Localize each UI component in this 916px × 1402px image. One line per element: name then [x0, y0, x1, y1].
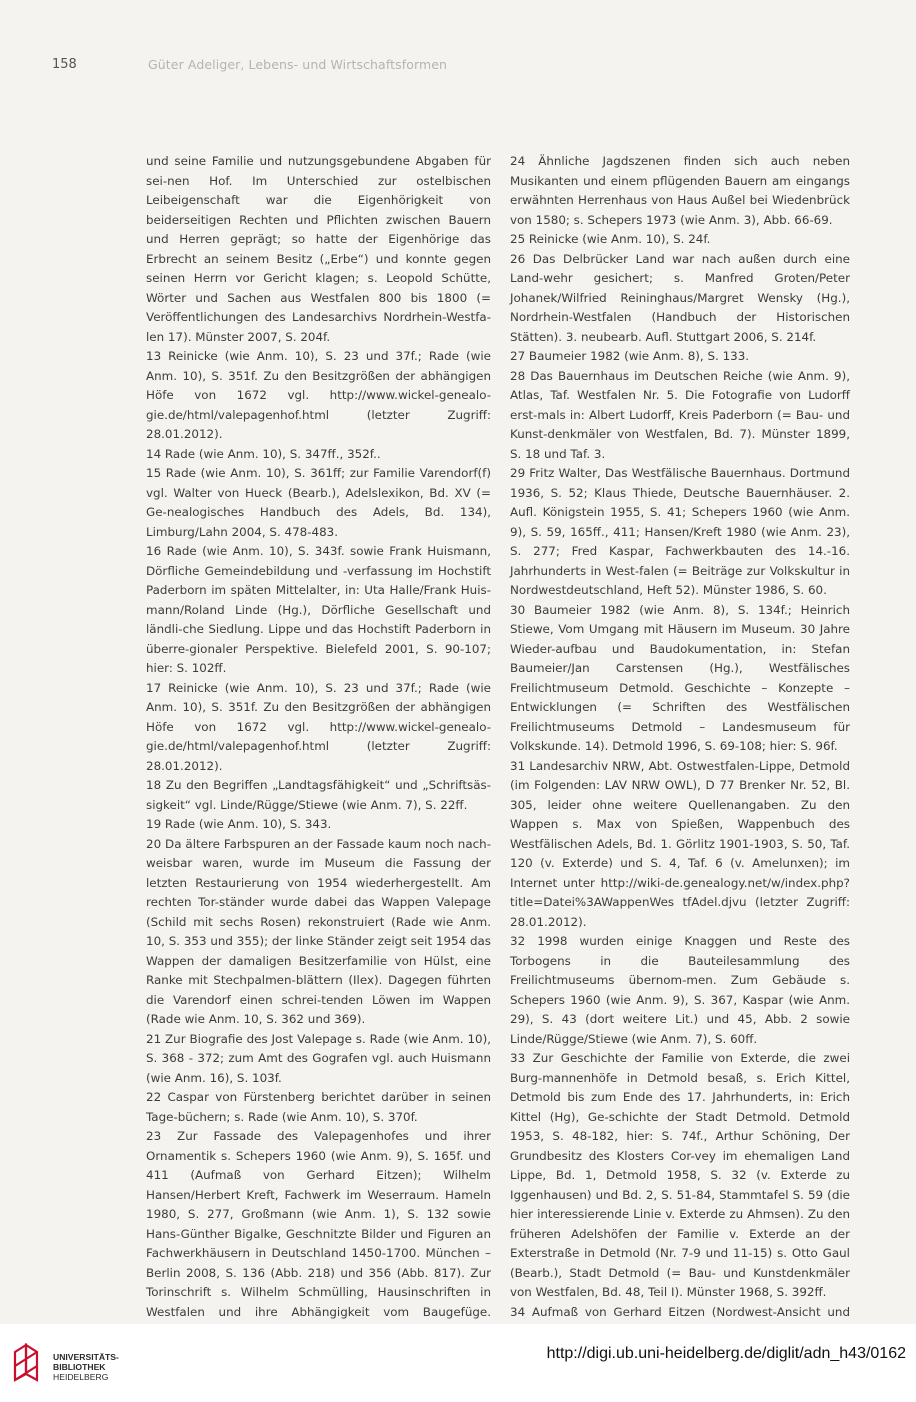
footnote-26: 26 Das Delbrücker Land war nach außen durch eine Land-wehr gesichert; s. Manfred Groten/Peter Johanek/Wilfried Reininghaus/Margret Wensky (Hg.), Nordrhein-Westfalen (Handbuch der Historischen Stätten). 3. neubearb. Aufl. Stuttgart 2006, S. 214f. [510, 251, 850, 344]
footnote-24: 24 Ähnliche Jagdszenen finden sich auch neben Musikanten und einem pflügenden Bauern am eingangs erwähnten Herrenhaus von Haus Außel bei Wiedenbrück von 1580; s. Schepers 1973 (wie Anm. 3), Abb. 66-69. [510, 154, 850, 227]
footnote-20: 20 Da ältere Farbspuren an der Fassade kaum noch nach-weisbar waren, wurde im Museum die Fassung der letzten Restaurierung von 1954 wiederhergestellt. Am rechten Tor-ständer wurde dabei das Wappen Valepage (Schild mit sechs Rosen) rekonstruiert (Rade wie Anm. 10, S. 353 und 355); der linke Ständer zeigt seit 1954 das Wappen der damaligen Besitzerfamilie von Hülst, eine Ranke mit Stechpalmen-blättern (Ilex). Dagegen führten die Varendorf einen schrei-tenden Löwen im Wappen (Rade wie Anm. 10, S. 362 und 369). [146, 836, 491, 1026]
footnote-17: 17 Reinicke (wie Anm. 10), S. 23 und 37f.; Rade (wie Anm. 10), S. 351f. Zu den Besitzgrößen der abhängigen Höfe von 1672 vgl. http://www.wickel-genealo-gie.de/html/valepagenhof.html (letzter Zugriff: 28.01.2012). [146, 680, 491, 773]
running-head: Güter Adeliger, Lebens- und Wirtschaftsformen [148, 57, 448, 72]
library-name-line-3: HEIDELBERG [53, 1372, 109, 1382]
footnote-13: 13 Reinicke (wie Anm. 10), S. 23 und 37f.; Rade (wie Anm. 10), S. 351f. Zu den Besitzgrößen der abhängigen Höfe von 1672 vgl. http://www.wickel-genealo-gie.de/html/valepagenhof.html (letzter Zugriff: 28.01.2012). [146, 349, 491, 441]
footnote-34: 34 Aufmaß von Gerhard Eitzen (Nordwest-Ansicht und [510, 1304, 850, 1319]
footnote-33: 33 Zur Geschichte der Familie von Exterde, die zwei Burg-mannenhöfe in Detmold besaß, s. Erich Kittel, Detmold bis zum Ende des 17. Jahrhunderts, in: Erich Kittel (Hg), Ge-schichte der Stadt Detmold. Detmold 1953, S. 48-182, hier: S. 74f., Arthur Schöning, Der Grundbesitz des Klosters Cor-vey im ehemaligen Land Lippe, Bd. 1, Detmold 1958, S. 32 (v. Exterde zu Iggenhausen) und Bd. 2, S. 51-84, Stammtafel S. 59 (die hier interessierende Linie v. Exterde zu Ahmsen). Zu den früheren Adelshöfen der Familie v. Exterde an der Exterstraße in Detmold (Nr. 7-9 und 11-15) s. Otto Gaul (Bearb.), Stadt Detmold (= Bau- und Kunstdenkmäler von Westfalen, Bd. 48, Teil I). Münster 1968, S. 392ff. [510, 1051, 850, 1299]
footnote-27: 27 Baumeier 1982 (wie Anm. 8), S. 133. [510, 349, 750, 363]
footnote-25: 25 Reinicke (wie Anm. 10), S. 24f. [510, 232, 711, 246]
page-number: 158 [52, 57, 77, 72]
footer-bar [0, 1324, 916, 1402]
footnote-29: 29 Fritz Walter, Das Westfälische Bauernhaus. Dortmund 1936, S. 52; Klaus Thiede, Deutsche Bauernhäuser. 2. Aufl. Königstein 1955, S. 41; Schepers 1960 (wie Anm. 9), S. 59, 165ff., 411; Hansen/Kreft 1980 (wie Anm. 23), S. 277; Fred Kaspar, Fachwerkbauten des 14.-16. Jahrhunderts in West-falen (= Beiträge zur Volkskultur in Nordwestdeutschland, Heft 52). Münster 1986, S. 60. [510, 466, 850, 597]
footnote-30: 30 Baumeier 1982 (wie Anm. 8), S. 134f.; Heinrich Stiewe, Vom Umgang mit Häusern im Museum. 30 Jahre Wieder-aufbau und Baudokumentation, in: Stefan Baumeier/Jan Carstensen (Hg.), Westfälisches Freilichtmuseum Detmold. Geschichte – Konzepte – Entwicklungen (= Schriften des Westfälischen Freilichtmuseums Detmold – Landesmuseum für Volkskunde. 14). Detmold 1996, S. 69-108; hier: S. 96f. [510, 602, 850, 753]
footnote-18: 18 Zu den Begriffen „Landtagsfähigkeit“ und „Schriftsäs-sigkeit“ vgl. Linde/Rügge/Stiewe (wie Anm. 7), S. 22ff. [146, 778, 491, 812]
footnote-28: 28 Das Bauernhaus im Deutschen Reiche (wie Anm. 9), Atlas, Taf. Westfalen Nr. 5. Die Fotografie von Ludorff erst-mals in: Albert Ludorff, Kreis Paderborn (= Bau- und Kunst-denkmäler von Westfalen, Bd. 7). Münster 1899, S. 18 und Taf. 3. [510, 368, 850, 461]
source-url[interactable]: http://digi.ub.uni-heidelberg.de/diglit/adn_h43/0162 [546, 1345, 906, 1362]
footnote-19: 19 Rade (wie Anm. 10), S. 343. [146, 817, 332, 831]
footnote-text: und seine Familie und nutzungsgebundene Abgaben für sei-nen Hof. Im Unterschied zur ostelbischen Leibeigenschaft war die Eigenhörigkeit von beiderseitigen Rechten und Pflichten zwischen Bauern und Herren geprägt; so hatte der Eigenhörige das Erbrecht an seinem Besitz („Erbe“) und konnte gegen seinen Herrn vor Gericht klagen; s. Leopold Schütte, Wörter und Sachen aus Westfalen 800 bis 1800 (= Veröffentlichungen des Landesarchivs Nordrhein-Westfa-len 17). Münster 2007, S. 204f. [146, 154, 491, 344]
footnote-21: 21 Zur Biografie des Jost Valepage s. Rade (wie Anm. 10), S. 368 - 372; zum Amt des Gografen vgl. auch Huismann (wie Anm. 16), S. 103f. [146, 1031, 491, 1085]
footnote-23: 23 Zur Fassade des Valepagenhofes und ihrer Ornamentik s. Schepers 1960 (wie Anm. 9), S. 165f. und 411 (Aufmaß von Gerhard Eitzen); Wilhelm Hansen/Herbert Kreft, Fachwerk im Weserraum. Hameln 1980, S. 277, Großmann (wie Anm. 1), S. 132 sowie Hans-Günther Bigalke, Geschnitzte Bilder und Figuren an Fachwerkhäusern in Deutschland 1450-1700. München – Berlin 2008, S. 136 (Abb. 218) und 356 (Abb. 817). Zur Torinschrift s. Wilhelm Schmülling, Hausinschriften in Westfalen und ihre Abhängigkeit vom Baugefüge. [146, 1129, 491, 1319]
footnote-31: 31 Landesarchiv NRW, Abt. Ostwestfalen-Lippe, Detmold (im Folgenden: LAV NRW OWL), D 77 Brenker Nr. 52, Bl. 305, leider ohne weitere Quellenangaben. Zu den Wappen s. Max von Spießen, Wappenbuch des Westfälischen Adels, Bd. 1. Görlitz 1901-1903, S. 50, Taf. 120 (v. Exterde) und S. 4, Taf. 6 (v. Amelunxen); im Internet unter http://wiki-de.genealogy.net/w/index.php?title=Datei%3AWappenWes tfAdel.djvu (letzter Zugriff: 28.01.2012). [510, 758, 850, 929]
library-name-line-1: UNIVERSITÄTS- [53, 1352, 119, 1362]
footnote-22: 22 Caspar von Fürstenberg berichtet darüber in seinen Tage-büchern; s. Rade (wie Anm. 10), S. 370f. [146, 1090, 491, 1124]
footnote-32: 32 1998 wurden einige Knaggen und Reste des Torbogens in die Bauteilesammlung des Freilichtmuseums übernom-men. Zum Gebäude s. Schepers 1960 (wie Anm. 9), S. 367, Kaspar (wie Anm. 29), S. 43 (dort weitere Lit.) und 45, Abb. 2 sowie Linde/Rügge/Stiewe (wie Anm. 7), S. 60ff. [510, 934, 850, 1046]
footnotes-left-column [146, 152, 491, 1342]
library-name-line-2: BIBLIOTHEK [53, 1362, 106, 1372]
footnotes-right-column [510, 152, 850, 1361]
footnote-16: 16 Rade (wie Anm. 10), S. 343f. sowie Frank Huismann, Dörfliche Gemeindebildung und -verfassung im Hochstift Paderborn im späten Mittelalter, in: Uta Halle/Frank Huis-mann/Roland Linde (Hg.), Dörfliche Gesellschaft und ländli-che Siedlung. Lippe und das Hochstift Paderborn in überre-gionaler Perspektive. Bielefeld 2001, S. 90-107; hier: S. 102ff. [146, 544, 491, 675]
library-logo-icon [12, 1342, 46, 1382]
footnote-15: 15 Rade (wie Anm. 10), S. 361ff; zur Familie Varendorf(f) vgl. Walter von Hueck (Bearb.), Adelslexikon, Bd. XV (= Ge-nealogisches Handbuch des Adels, Bd. 134), Limburg/Lahn 2004, S. 478-483. [146, 466, 491, 539]
footnote-14: 14 Rade (wie Anm. 10), S. 347ff., 352f.. [146, 446, 381, 461]
library-name [53, 1352, 119, 1382]
